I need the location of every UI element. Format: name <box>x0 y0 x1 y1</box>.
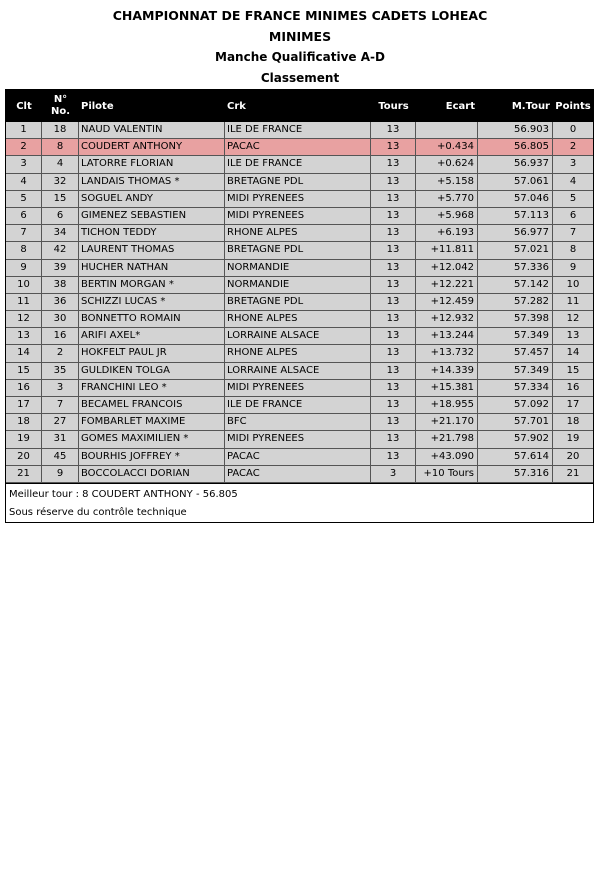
cell-no: 15 <box>42 191 79 208</box>
col-header-tours: Tours <box>378 100 409 112</box>
cell-no: 32 <box>42 174 79 191</box>
cell-clt: 11 <box>6 294 42 311</box>
cell-no: 9 <box>42 466 79 483</box>
cell-clt: 3 <box>6 156 42 173</box>
cell-pilote: TICHON TEDDY <box>79 225 225 242</box>
cell-no: 7 <box>42 397 79 414</box>
cell-crk: PACAC <box>225 466 371 483</box>
cell-mtour: 57.334 <box>478 380 553 397</box>
cell-pilote: COUDERT ANTHONY <box>79 139 225 156</box>
cell-points: 8 <box>553 242 593 259</box>
cell-no: 34 <box>42 225 79 242</box>
cell-tours: 13 <box>371 277 416 294</box>
cell-crk: NORMANDIE <box>225 260 371 277</box>
table-header <box>6 90 593 122</box>
cell-tours: 13 <box>371 397 416 414</box>
cell-tours: 3 <box>371 466 416 483</box>
cell-mtour: 57.142 <box>478 277 553 294</box>
cell-tours: 13 <box>371 260 416 277</box>
cell-mtour: 57.113 <box>478 208 553 225</box>
cell-crk: RHONE ALPES <box>225 225 371 242</box>
cell-pilote: BERTIN MORGAN * <box>79 277 225 294</box>
table-row <box>6 328 593 345</box>
cell-ecart: +0.434 <box>416 139 478 156</box>
cell-no: 2 <box>42 345 79 362</box>
table-row <box>6 260 593 277</box>
cell-clt: 17 <box>6 397 42 414</box>
cell-mtour: 57.349 <box>478 363 553 380</box>
table-row <box>6 294 593 311</box>
cell-no: 8 <box>42 139 79 156</box>
session-title: Manche Qualificative A-D <box>215 50 385 64</box>
cell-points: 14 <box>553 345 593 362</box>
cell-clt: 14 <box>6 345 42 362</box>
page-title: CHAMPIONNAT DE FRANCE MINIMES CADETS LOHEAC <box>112 8 488 23</box>
table-row <box>6 191 593 208</box>
cell-no: 31 <box>42 431 79 448</box>
cell-pilote: BOURHIS JOFFREY * <box>79 449 225 466</box>
cell-ecart: +10 Tours <box>416 466 478 483</box>
table-row <box>6 414 593 431</box>
cell-crk: MIDI PYRENEES <box>225 208 371 225</box>
cell-pilote: BOCCOLACCI DORIAN <box>79 466 225 483</box>
cell-crk: LORRAINE ALSACE <box>225 328 371 345</box>
cell-clt: 9 <box>6 260 42 277</box>
cell-no: 45 <box>42 449 79 466</box>
cell-ecart: +12.221 <box>416 277 478 294</box>
cell-crk: ILE DE FRANCE <box>225 122 371 139</box>
cell-clt: 2 <box>6 139 42 156</box>
cell-tours: 13 <box>371 294 416 311</box>
cell-points: 15 <box>553 363 593 380</box>
cell-points: 21 <box>553 466 593 483</box>
cell-mtour: 56.805 <box>478 139 553 156</box>
cell-no: 39 <box>42 260 79 277</box>
cell-points: 18 <box>553 414 593 431</box>
cell-pilote: HUCHER NATHAN <box>79 260 225 277</box>
cell-points: 12 <box>553 311 593 328</box>
cell-mtour: 57.614 <box>478 449 553 466</box>
cell-clt: 12 <box>6 311 42 328</box>
cell-crk: MIDI PYRENEES <box>225 191 371 208</box>
cell-crk: MIDI PYRENEES <box>225 380 371 397</box>
cell-ecart: +6.193 <box>416 225 478 242</box>
cell-no: 35 <box>42 363 79 380</box>
cell-clt: 1 <box>6 122 42 139</box>
cell-pilote: LANDAIS THOMAS * <box>79 174 225 191</box>
cell-no: 16 <box>42 328 79 345</box>
cell-crk: ILE DE FRANCE <box>225 156 371 173</box>
cell-pilote: SCHIZZI LUCAS * <box>79 294 225 311</box>
cell-crk: PACAC <box>225 139 371 156</box>
cell-pilote: BONNETTO ROMAIN <box>79 311 225 328</box>
cell-clt: 5 <box>6 191 42 208</box>
cell-pilote: ARIFI AXEL* <box>79 328 225 345</box>
cell-points: 5 <box>553 191 593 208</box>
col-header-no <box>42 94 79 118</box>
cell-mtour: 57.316 <box>478 466 553 483</box>
cell-no: 3 <box>42 380 79 397</box>
cell-tours: 13 <box>371 242 416 259</box>
cell-mtour: 57.092 <box>478 397 553 414</box>
cell-mtour: 57.021 <box>478 242 553 259</box>
cell-mtour: 57.349 <box>478 328 553 345</box>
table-row <box>6 156 593 173</box>
cell-points: 17 <box>553 397 593 414</box>
cell-pilote: HOKFELT PAUL JR <box>79 345 225 362</box>
cell-mtour: 57.457 <box>478 345 553 362</box>
cell-pilote: GIMENEZ SEBASTIEN <box>79 208 225 225</box>
cell-points: 16 <box>553 380 593 397</box>
cell-clt: 4 <box>6 174 42 191</box>
table-row <box>6 431 593 448</box>
cell-ecart: +0.624 <box>416 156 478 173</box>
cell-points: 10 <box>553 277 593 294</box>
cell-ecart: +12.459 <box>416 294 478 311</box>
table-row <box>6 345 593 362</box>
cell-mtour: 57.282 <box>478 294 553 311</box>
table-row <box>6 174 593 191</box>
col-header-pilote: Pilote <box>81 100 114 112</box>
cell-no: 42 <box>42 242 79 259</box>
table-row <box>6 380 593 397</box>
cell-ecart: +21.170 <box>416 414 478 431</box>
cell-crk: PACAC <box>225 449 371 466</box>
cell-crk: NORMANDIE <box>225 277 371 294</box>
col-header-crk: Crk <box>227 100 246 112</box>
cell-clt: 13 <box>6 328 42 345</box>
cell-points: 13 <box>553 328 593 345</box>
cell-no: 4 <box>42 156 79 173</box>
cell-no: 6 <box>42 208 79 225</box>
cell-mtour: 57.701 <box>478 414 553 431</box>
cell-pilote: FRANCHINI LEO * <box>79 380 225 397</box>
cell-ecart: +12.042 <box>416 260 478 277</box>
table-row <box>6 139 593 156</box>
cell-points: 0 <box>553 122 593 139</box>
col-header-mtour: M.Tour <box>511 100 550 112</box>
cell-clt: 16 <box>6 380 42 397</box>
cell-ecart: +5.968 <box>416 208 478 225</box>
category-title: MINIMES <box>268 29 332 44</box>
cell-tours: 13 <box>371 208 416 225</box>
cell-points: 7 <box>553 225 593 242</box>
cell-ecart: +13.244 <box>416 328 478 345</box>
col-header-no-line2: No. <box>50 106 71 117</box>
cell-crk: BFC <box>225 414 371 431</box>
cell-crk: RHONE ALPES <box>225 345 371 362</box>
table-row <box>6 397 593 414</box>
cell-ecart <box>416 122 478 139</box>
cell-pilote: BECAMEL FRANCOIS <box>79 397 225 414</box>
cell-tours: 13 <box>371 328 416 345</box>
cell-crk: LORRAINE ALSACE <box>225 363 371 380</box>
table-row <box>6 449 593 466</box>
cell-points: 3 <box>553 156 593 173</box>
cell-crk: ILE DE FRANCE <box>225 397 371 414</box>
table-row <box>6 242 593 259</box>
cell-tours: 13 <box>371 449 416 466</box>
cell-pilote: LAURENT THOMAS <box>79 242 225 259</box>
cell-crk: RHONE ALPES <box>225 311 371 328</box>
cell-points: 9 <box>553 260 593 277</box>
cell-ecart: +12.932 <box>416 311 478 328</box>
cell-tours: 13 <box>371 122 416 139</box>
cell-no: 30 <box>42 311 79 328</box>
cell-crk: MIDI PYRENEES <box>225 431 371 448</box>
cell-clt: 20 <box>6 449 42 466</box>
table-row <box>6 311 593 328</box>
cell-tours: 13 <box>371 174 416 191</box>
cell-no: 18 <box>42 122 79 139</box>
cell-mtour: 57.398 <box>478 311 553 328</box>
results-table <box>5 89 594 484</box>
col-header-points: Points <box>555 100 591 112</box>
cell-points: 2 <box>553 139 593 156</box>
cell-clt: 8 <box>6 242 42 259</box>
cell-ecart: +5.770 <box>416 191 478 208</box>
cell-no: 27 <box>42 414 79 431</box>
table-row <box>6 225 593 242</box>
cell-points: 11 <box>553 294 593 311</box>
cell-no: 38 <box>42 277 79 294</box>
table-row <box>6 277 593 294</box>
cell-mtour: 56.937 <box>478 156 553 173</box>
cell-ecart: +5.158 <box>416 174 478 191</box>
cell-tours: 13 <box>371 156 416 173</box>
cell-points: 19 <box>553 431 593 448</box>
cell-clt: 21 <box>6 466 42 483</box>
cell-pilote: NAUD VALENTIN <box>79 122 225 139</box>
best-lap-text: Meilleur tour : 8 COUDERT ANTHONY - 56.805 <box>9 489 238 500</box>
table-row <box>6 122 593 139</box>
cell-mtour: 56.977 <box>478 225 553 242</box>
cell-pilote: LATORRE FLORIAN <box>79 156 225 173</box>
cell-ecart: +43.090 <box>416 449 478 466</box>
cell-tours: 13 <box>371 363 416 380</box>
cell-crk: BRETAGNE PDL <box>225 242 371 259</box>
cell-ecart: +18.955 <box>416 397 478 414</box>
table-row <box>6 363 593 380</box>
table-body <box>6 122 593 483</box>
cell-tours: 13 <box>371 380 416 397</box>
cell-points: 4 <box>553 174 593 191</box>
cell-tours: 13 <box>371 225 416 242</box>
cell-points: 6 <box>553 208 593 225</box>
col-header-no-line1: N° <box>53 94 68 105</box>
cell-ecart: +15.381 <box>416 380 478 397</box>
cell-clt: 19 <box>6 431 42 448</box>
cell-crk: BRETAGNE PDL <box>225 294 371 311</box>
cell-points: 20 <box>553 449 593 466</box>
cell-mtour: 57.336 <box>478 260 553 277</box>
cell-tours: 13 <box>371 191 416 208</box>
cell-mtour: 57.046 <box>478 191 553 208</box>
table-footer <box>5 484 594 523</box>
cell-crk: BRETAGNE PDL <box>225 174 371 191</box>
cell-mtour: 57.902 <box>478 431 553 448</box>
subtitle: Classement <box>260 71 340 85</box>
table-row <box>6 208 593 225</box>
cell-tours: 13 <box>371 311 416 328</box>
cell-pilote: GULDIKEN TOLGA <box>79 363 225 380</box>
cell-no: 36 <box>42 294 79 311</box>
cell-clt: 18 <box>6 414 42 431</box>
cell-clt: 10 <box>6 277 42 294</box>
cell-mtour: 56.903 <box>478 122 553 139</box>
col-header-clt: Clt <box>16 100 32 112</box>
cell-tours: 13 <box>371 414 416 431</box>
cell-clt: 15 <box>6 363 42 380</box>
col-header-ecart: Ecart <box>445 100 475 112</box>
table-row <box>6 466 593 483</box>
cell-ecart: +21.798 <box>416 431 478 448</box>
cell-clt: 6 <box>6 208 42 225</box>
cell-tours: 13 <box>371 345 416 362</box>
technical-note: Sous réserve du contrôle technique <box>9 507 187 518</box>
cell-ecart: +13.732 <box>416 345 478 362</box>
cell-mtour: 57.061 <box>478 174 553 191</box>
cell-ecart: +11.811 <box>416 242 478 259</box>
cell-pilote: FOMBARLET MAXIME <box>79 414 225 431</box>
cell-ecart: +14.339 <box>416 363 478 380</box>
cell-pilote: GOMES MAXIMILIEN * <box>79 431 225 448</box>
cell-tours: 13 <box>371 431 416 448</box>
cell-clt: 7 <box>6 225 42 242</box>
cell-tours: 13 <box>371 139 416 156</box>
cell-pilote: SOGUEL ANDY <box>79 191 225 208</box>
